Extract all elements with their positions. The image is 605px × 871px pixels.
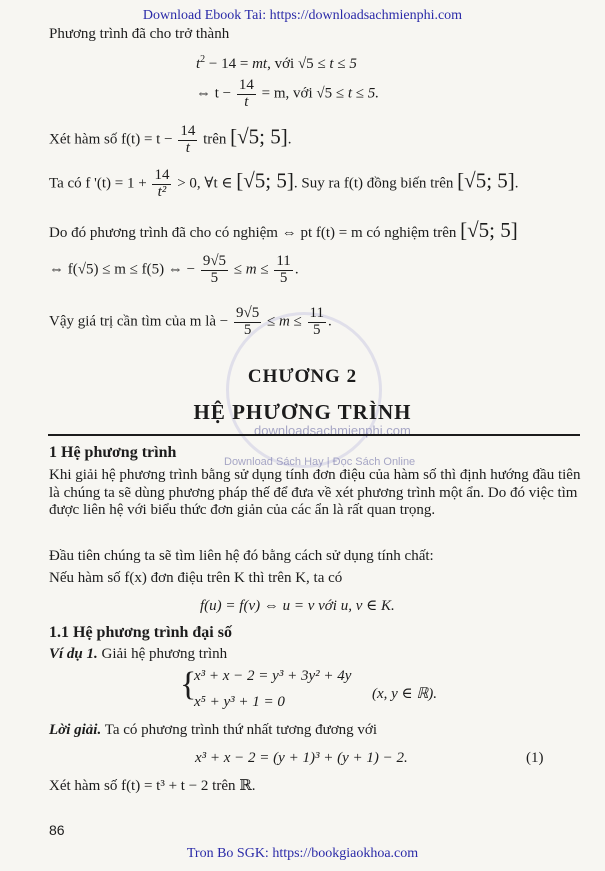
text-line: Xét hàm số f(t) = t³ + t − 2 trên ℝ. [49, 778, 256, 794]
denominator: 5 [243, 321, 252, 338]
text-line: Xét hàm số f(t) = t − $\frac{14}{t}$ trên [√5; 5]. [49, 123, 292, 156]
subsection-heading: 1.1 Hệ phương trình đại số [49, 624, 232, 641]
equation: x³ + x − 2 = (y + 1)³ + (y + 1) − 2. [195, 750, 408, 766]
equation: f(u) = f(v) ⇔ u = v với u, v ∈ K. [200, 598, 395, 614]
text-line: Ta có f '(t) = 1 + $\frac{14}{\text{t²}}$ > 0, ∀t ∈ [√5; 5]. Suy ra f(t) đồng biến trên [√5; 5]. [49, 167, 519, 200]
eq-part: ) ≤ m ≤ f(5) ⇔ − [93, 261, 196, 278]
text-line: Vậy giá trị cần tìm của m là − $\frac{9√5}{5}$ ≤ m ≤ $\frac{11}{5}$ . [49, 305, 332, 338]
system-eq2: x⁵ + y³ + 1 = 0 [194, 694, 285, 710]
interval: [√5; 5] [230, 124, 288, 149]
fraction [152, 168, 171, 201]
eq-part: = m, với [261, 85, 317, 102]
numerator: 11 [276, 253, 291, 269]
denominator: 5 [210, 269, 219, 286]
eq-part: ⇔ t − [196, 85, 232, 102]
chapter-title: HỆ PHƯƠNG TRÌNH [193, 400, 412, 424]
text-line: Phương trình đã cho trở thành [49, 26, 230, 42]
fraction [274, 254, 292, 287]
footer-link[interactable]: Tron Bo SGK: https://bookgiaokhoa.com [186, 846, 419, 861]
sqrt-term: √5 [316, 85, 333, 102]
eq-part: Vậy giá trị cần tìm của m là − [49, 313, 229, 330]
header-link[interactable]: Download Ebook Tai: https://downloadsachmienphi.com [142, 8, 463, 23]
interval: [√5; 5] [236, 168, 294, 193]
numerator: 14 [180, 123, 196, 139]
eq-part: ⇔ f( [49, 261, 78, 278]
numerator: 9√5 [202, 253, 227, 269]
watermark-site: downloadsachmienphi.com [254, 423, 411, 438]
denominator: t [244, 93, 249, 110]
system-domain: (x, y ∈ ℝ). [372, 686, 438, 702]
text-line: ⇔ f(√5) ≤ m ≤ f(5) ⇔ − $\frac{9√5}{5}$ ≤ m ≤ $\frac{11}{5}$ . [49, 253, 299, 286]
denominator: t [185, 139, 190, 156]
eq-part: ≤ m ≤ [233, 261, 273, 278]
system-brace: { [180, 666, 197, 703]
interval: [√5; 5] [457, 168, 515, 193]
eq-part: . Suy ra f(t) đồng biến trên [293, 175, 458, 192]
eq-part: trên [203, 131, 231, 148]
fraction [308, 306, 326, 339]
eq-part: ≤ t ≤ 5 [313, 56, 357, 72]
fraction [237, 78, 256, 111]
eq-part: > 0, ∀t ∈ [177, 175, 237, 192]
eq-part: ≤ t ≤ 5. [332, 85, 379, 102]
eq-part: − 14 = [205, 56, 253, 72]
solution-text: Ta có phương trình thứ nhất tương đương với [101, 722, 378, 738]
eq-part: ≤ m ≤ [266, 313, 306, 330]
section-heading: 1 Hệ phương trình [49, 444, 177, 461]
equation [196, 78, 379, 111]
denominator: 5 [313, 321, 321, 338]
solution-line [49, 722, 377, 739]
sqrt-term: √5 [297, 56, 314, 72]
numerator: 11 [309, 305, 324, 321]
fraction [234, 306, 261, 339]
eq-var: t [196, 56, 201, 72]
equation-tag: (1) [526, 750, 544, 766]
eq-part: Xét hàm số f(t) = t − [49, 131, 173, 148]
numerator: 9√5 [235, 305, 260, 321]
sqrt-term: √5 [77, 261, 94, 278]
example-text: Giải hệ phương trình [97, 646, 228, 662]
paragraph: Khi giải hệ phương trình bằng sử dụng tính đơn điệu của hàm số thì định hướng đầu tiên là chúng ta sẽ dùng phương pháp thế để đưa về xét phương trình một ẩn. Do đó việc tìm được liên hệ với biểu thức đơn giản của các ẩn là rất quan trọng. [49, 467, 581, 518]
text-line: Đầu tiên chúng ta sẽ tìm liên hệ đó bằng cách sử dụng tính chất: [49, 548, 434, 564]
eq-var: mt [252, 56, 268, 72]
text-line [49, 218, 518, 243]
fraction [201, 254, 228, 287]
watermark-tagline: Download Sách Hay | Đọc Sách Online [224, 456, 416, 468]
denominator: 5 [279, 269, 288, 286]
numerator: 14 [238, 77, 254, 93]
system-eq1: x³ + x − 2 = y³ + 3y² + 4y [194, 668, 352, 684]
fraction [178, 124, 197, 157]
text-line: Nếu hàm số f(x) đơn điệu trên K thì trên K, ta có [49, 570, 343, 586]
chapter-divider [48, 434, 580, 436]
equation: $t^2 - 14$ = mt, với √5 ≤ t ≤ 5 [196, 54, 357, 72]
chapter-label: CHƯƠNG 2 [247, 366, 358, 387]
eq-part: Ta có f '(t) = 1 + [49, 175, 147, 192]
solution-label: Lời giải. [49, 722, 102, 738]
interval: [√5; 5] [460, 218, 518, 242]
example-line [49, 646, 227, 663]
denominator: t² [157, 183, 167, 200]
numerator: 14 [154, 167, 170, 183]
eq-part: Do đó phương trình đã cho có nghiệm ⇔ pt f(t) = m có nghiệm trên [49, 225, 461, 241]
page-number: 86 [49, 822, 65, 838]
eq-part: , với [267, 56, 298, 72]
example-label: Ví dụ 1. [49, 646, 98, 662]
